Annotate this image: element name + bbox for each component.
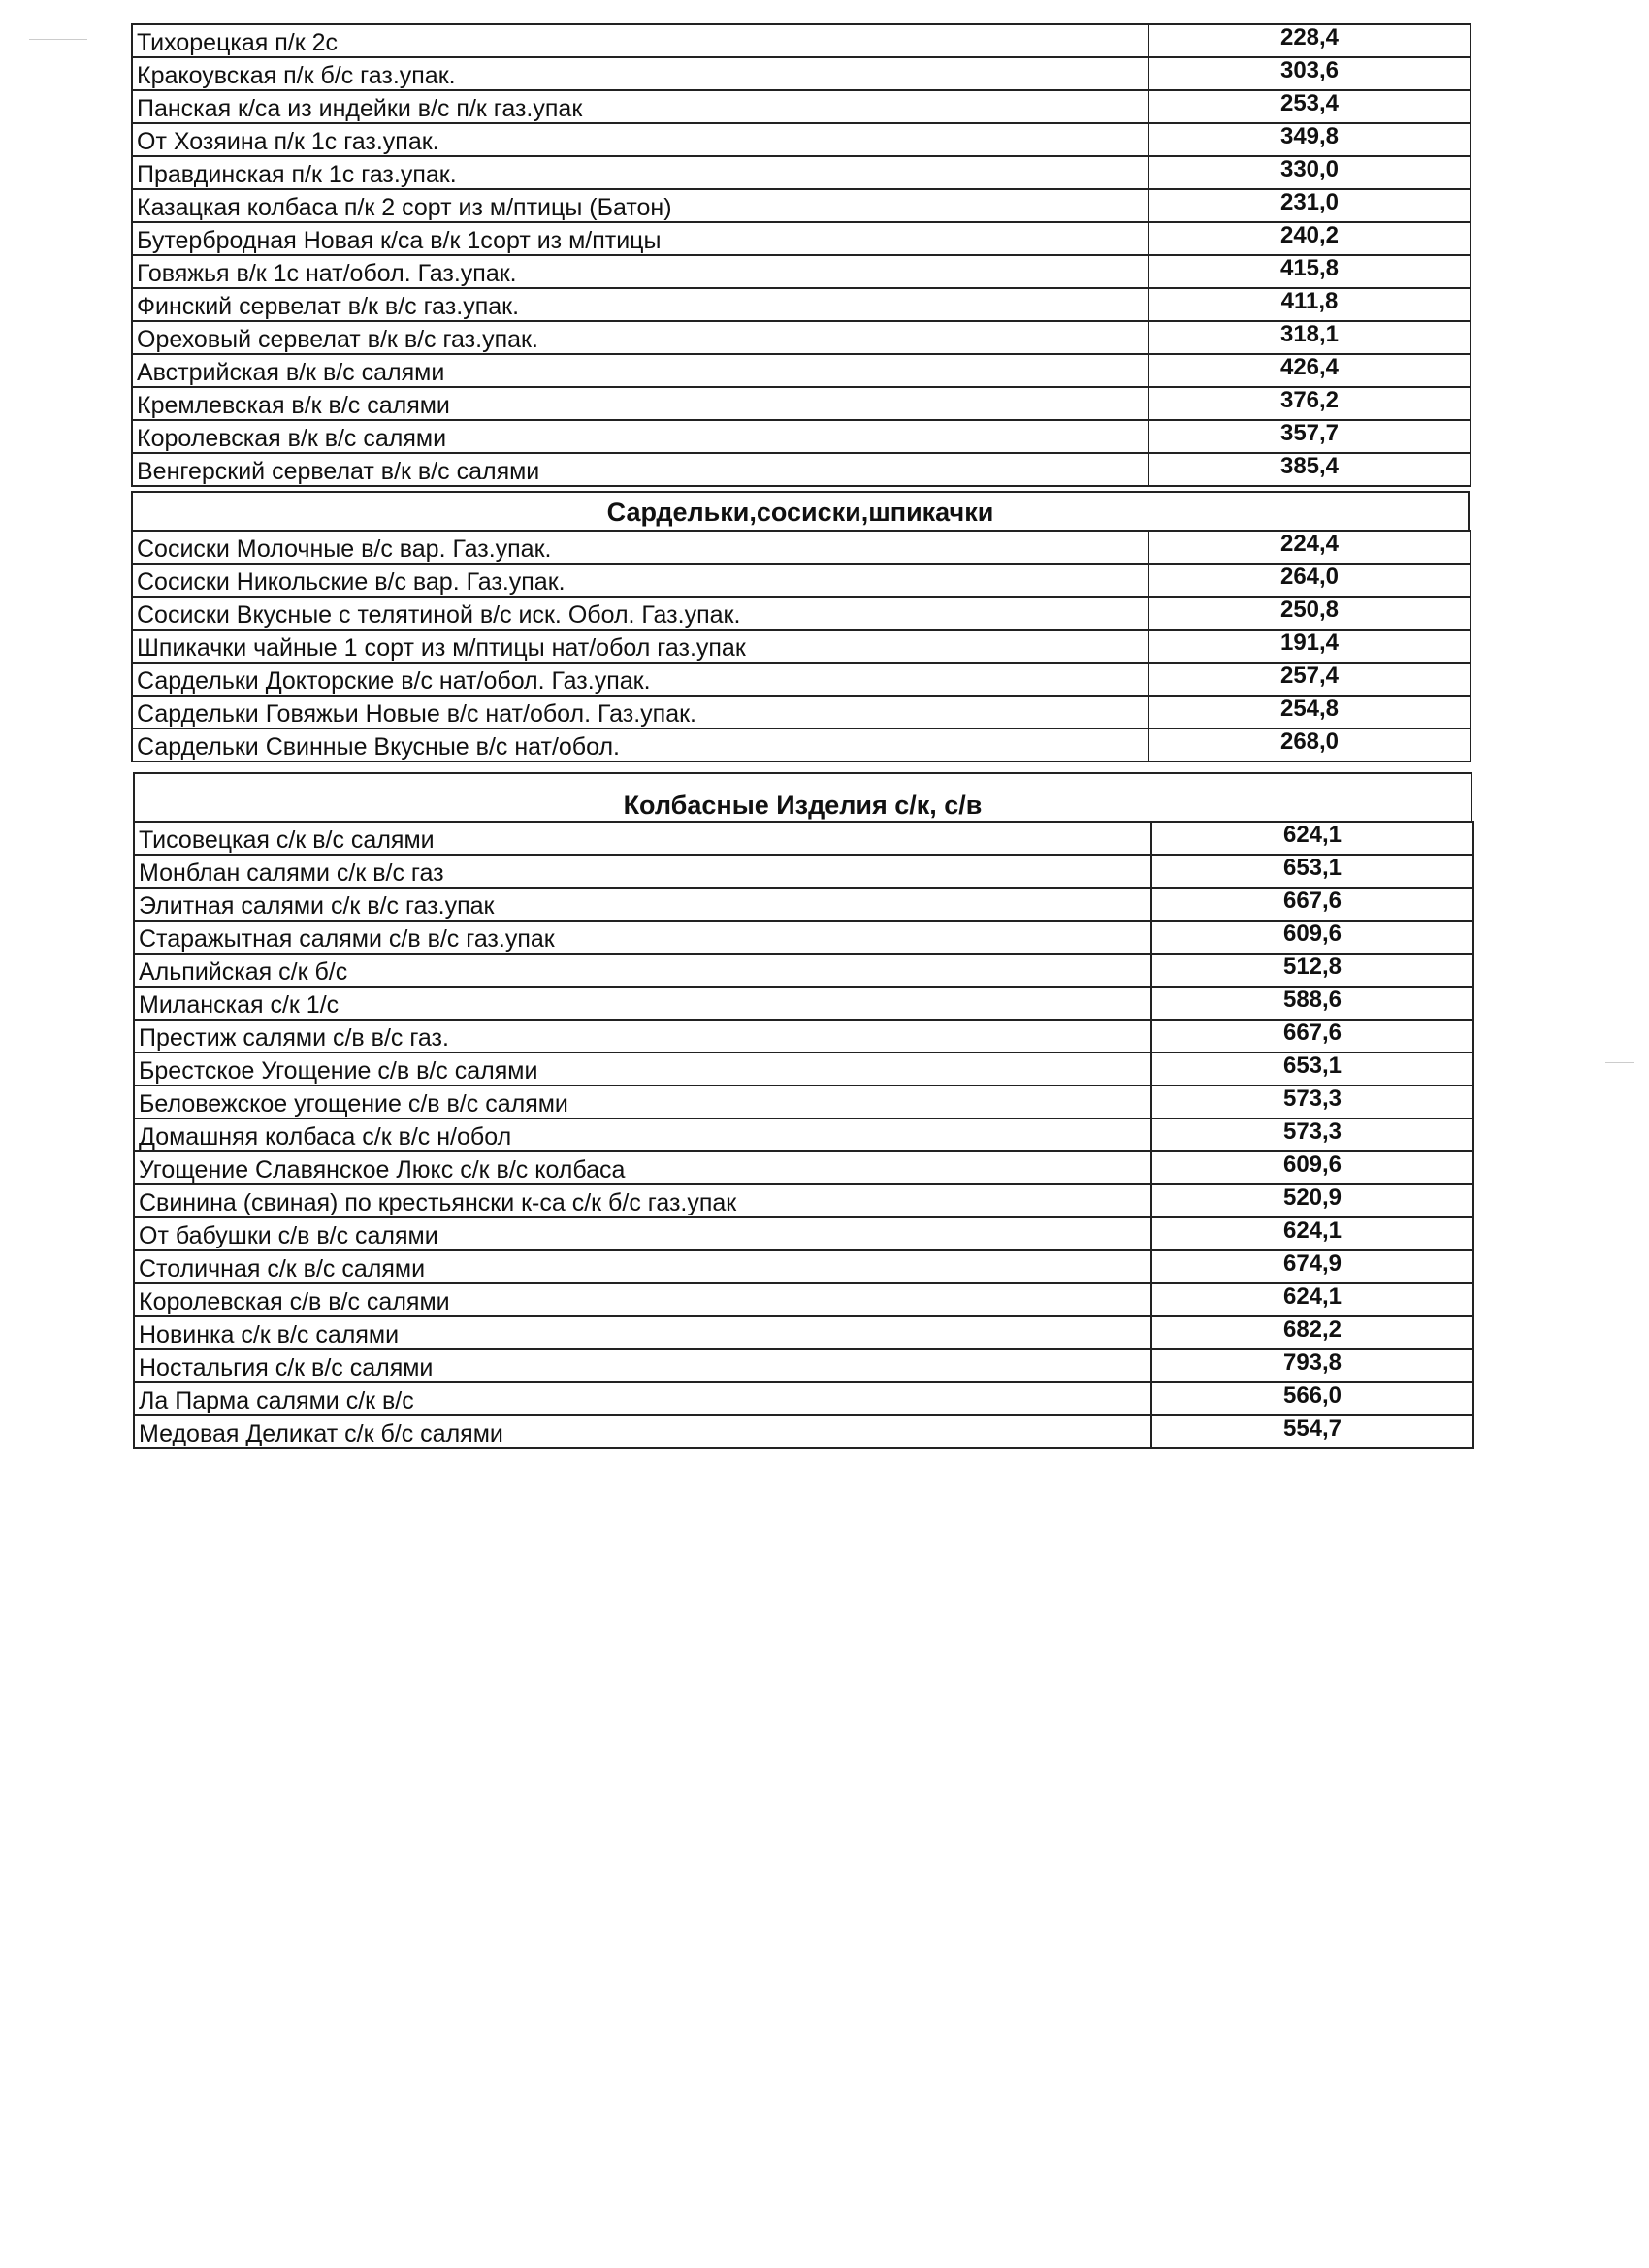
table-row (134, 1415, 1473, 1448)
table-row (132, 255, 1471, 288)
price-table-smoked (131, 23, 1471, 487)
product-price: 330,0 (1148, 156, 1471, 189)
product-price: 264,0 (1148, 564, 1471, 597)
table-row (132, 387, 1471, 420)
table-row (132, 729, 1471, 761)
product-name: Тисовецкая с/к в/с салями (134, 822, 1151, 855)
product-name: Сосиски Вкусные с телятиной в/с иск. Обол. Газ.упак. (132, 597, 1148, 630)
product-price: 240,2 (1148, 222, 1471, 255)
table-row (132, 57, 1471, 90)
table-row (134, 1085, 1473, 1118)
table-row (134, 1118, 1473, 1151)
product-price: 224,4 (1148, 531, 1471, 564)
product-name: Финский сервелат в/к в/с газ.упак. (132, 288, 1148, 321)
product-price: 318,1 (1148, 321, 1471, 354)
product-name: Шпикачки чайные 1 сорт из м/птицы нат/обол газ.упак (132, 630, 1148, 663)
table-row (132, 24, 1471, 57)
table-row (132, 90, 1471, 123)
product-name: Миланская с/к 1/с (134, 987, 1151, 1020)
product-name: Венгерский сервелат в/к в/с салями (132, 453, 1148, 486)
product-price: 411,8 (1148, 288, 1471, 321)
table-row (134, 987, 1473, 1020)
table-row (134, 1217, 1473, 1250)
product-price: 257,4 (1148, 663, 1471, 696)
table-row (134, 921, 1473, 954)
product-name: Австрийская в/к в/с салями (132, 354, 1148, 387)
product-price: 250,8 (1148, 597, 1471, 630)
table-row (134, 1382, 1473, 1415)
product-price: 624,1 (1151, 1217, 1473, 1250)
scan-mark (1605, 1062, 1634, 1063)
table-row (134, 1151, 1473, 1184)
product-price: 653,1 (1151, 855, 1473, 888)
product-price: 426,4 (1148, 354, 1471, 387)
product-name: Говяжья в/к 1с нат/обол. Газ.упак. (132, 255, 1148, 288)
product-price: 268,0 (1148, 729, 1471, 761)
product-name: Угощение Славянское Люкс с/к в/с колбаса (134, 1151, 1151, 1184)
product-price: 588,6 (1151, 987, 1473, 1020)
table-row (134, 855, 1473, 888)
product-price: 624,1 (1151, 822, 1473, 855)
table-row (132, 288, 1471, 321)
table-row (132, 453, 1471, 486)
table-row (134, 1184, 1473, 1217)
product-name: Тихорецкая п/к 2с (132, 24, 1148, 57)
product-name: Королевская в/к в/с салями (132, 420, 1148, 453)
product-price: 376,2 (1148, 387, 1471, 420)
product-price: 674,9 (1151, 1250, 1473, 1283)
table-row (132, 189, 1471, 222)
section-title-dry-sausages: Колбасные Изделия с/к, с/в (133, 772, 1472, 821)
product-name: Кракоувская п/к б/с газ.упак. (132, 57, 1148, 90)
product-name: Кремлевская в/к в/с салями (132, 387, 1148, 420)
product-price: 667,6 (1151, 1020, 1473, 1053)
product-name: Ностальгия с/к в/с салями (134, 1349, 1151, 1382)
table-row (134, 1020, 1473, 1053)
product-name: Сардельки Докторские в/с нат/обол. Газ.упак. (132, 663, 1148, 696)
product-price: 385,4 (1148, 453, 1471, 486)
product-price: 520,9 (1151, 1184, 1473, 1217)
table-row (134, 1316, 1473, 1349)
product-name: Сосиски Никольские в/с вар. Газ.упак. (132, 564, 1148, 597)
table-row (132, 321, 1471, 354)
table-row (134, 954, 1473, 987)
scan-mark (29, 39, 87, 40)
product-price: 573,3 (1151, 1118, 1473, 1151)
table-row (132, 597, 1471, 630)
table-row (132, 630, 1471, 663)
product-name: Ореховый сервелат в/к в/с газ.упак. (132, 321, 1148, 354)
product-name: Старажытная салями с/в в/с газ.упак (134, 921, 1151, 954)
product-name: Элитная салями с/к в/с газ.упак (134, 888, 1151, 921)
product-price: 682,2 (1151, 1316, 1473, 1349)
table-row (132, 123, 1471, 156)
product-name: Медовая Деликат с/к б/с салями (134, 1415, 1151, 1448)
product-name: Панская к/са из индейки в/с п/к газ.упак (132, 90, 1148, 123)
product-name: Столичная с/к в/с салями (134, 1250, 1151, 1283)
section-title-sausages: Сардельки,сосиски,шпикачки (131, 491, 1470, 530)
product-price: 303,6 (1148, 57, 1471, 90)
table-row (132, 420, 1471, 453)
product-name: От бабушки с/в в/с салями (134, 1217, 1151, 1250)
product-name: Беловежское угощение с/в в/с салями (134, 1085, 1151, 1118)
table-row (134, 1053, 1473, 1085)
product-name: Сосиски Молочные в/с вар. Газ.упак. (132, 531, 1148, 564)
product-price: 609,6 (1151, 1151, 1473, 1184)
product-name: Свинина (свиная) по крестьянски к-са с/к б/с газ.упак (134, 1184, 1151, 1217)
table-row (134, 888, 1473, 921)
product-name: Ла Парма салями с/к в/с (134, 1382, 1151, 1415)
product-name: Правдинская п/к 1с газ.упак. (132, 156, 1148, 189)
table-row (132, 531, 1471, 564)
product-price: 624,1 (1151, 1283, 1473, 1316)
product-price: 512,8 (1151, 954, 1473, 987)
product-price: 191,4 (1148, 630, 1471, 663)
product-price: 228,4 (1148, 24, 1471, 57)
product-price: 415,8 (1148, 255, 1471, 288)
product-price: 793,8 (1151, 1349, 1473, 1382)
product-name: Домашняя колбаса с/к в/с н/обол (134, 1118, 1151, 1151)
product-price: 667,6 (1151, 888, 1473, 921)
product-name: Сардельки Свинные Вкусные в/с нат/обол. (132, 729, 1148, 761)
product-name: Монблан салями с/к в/с газ (134, 855, 1151, 888)
table-row (134, 1283, 1473, 1316)
product-price: 609,6 (1151, 921, 1473, 954)
product-price: 349,8 (1148, 123, 1471, 156)
product-name: От Хозяина п/к 1с газ.упак. (132, 123, 1148, 156)
product-price: 573,3 (1151, 1085, 1473, 1118)
table-row (134, 1250, 1473, 1283)
product-name: Казацкая колбаса п/к 2 сорт из м/птицы (Батон) (132, 189, 1148, 222)
product-price: 231,0 (1148, 189, 1471, 222)
product-price: 254,8 (1148, 696, 1471, 729)
product-name: Престиж салями с/в в/с газ. (134, 1020, 1151, 1053)
product-name: Брестское Угощение с/в в/с салями (134, 1053, 1151, 1085)
product-price: 554,7 (1151, 1415, 1473, 1448)
product-name: Сардельки Говяжьи Новые в/с нат/обол. Газ.упак. (132, 696, 1148, 729)
table-row (132, 222, 1471, 255)
product-price: 357,7 (1148, 420, 1471, 453)
table-row (134, 822, 1473, 855)
table-row (132, 564, 1471, 597)
table-row (134, 1349, 1473, 1382)
product-name: Новинка с/к в/с салями (134, 1316, 1151, 1349)
product-name: Королевская с/в в/с салями (134, 1283, 1151, 1316)
table-row (132, 663, 1471, 696)
product-price: 253,4 (1148, 90, 1471, 123)
product-price: 566,0 (1151, 1382, 1473, 1415)
product-price: 653,1 (1151, 1053, 1473, 1085)
table-row (132, 156, 1471, 189)
table-row (132, 354, 1471, 387)
table-row (132, 696, 1471, 729)
price-table-dry-sausages (133, 821, 1474, 1449)
product-name: Бутербродная Новая к/са в/к 1сорт из м/птицы (132, 222, 1148, 255)
price-table-sausages (131, 530, 1471, 762)
product-name: Альпийская с/к б/с (134, 954, 1151, 987)
